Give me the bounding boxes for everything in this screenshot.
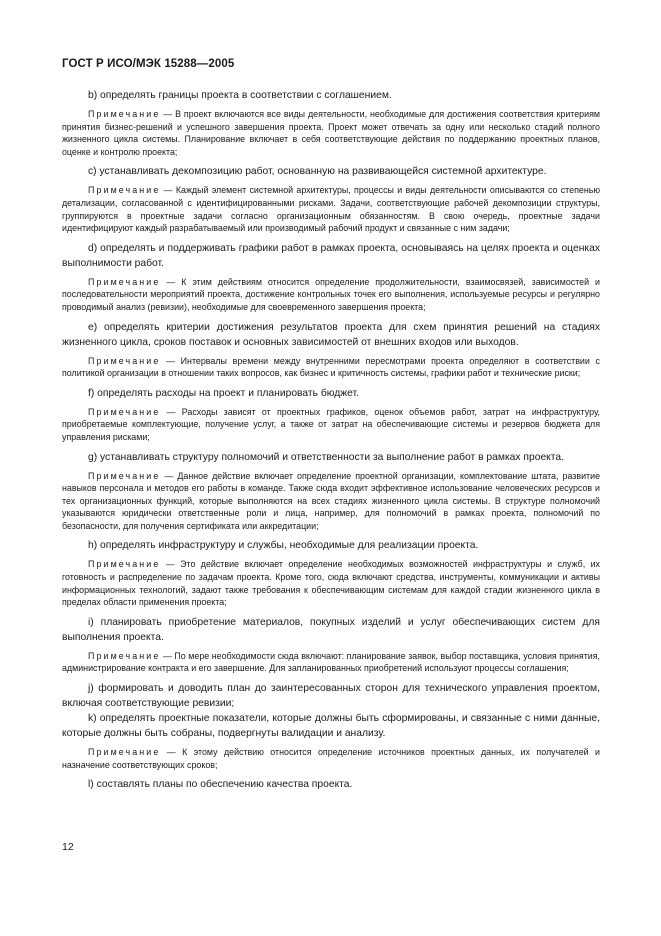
note-k: Примечание — К этому действию относится определение источников проектных данных, их получателей и назначение соответствующих сроков; [62,747,600,770]
note-label: Примечание [88,109,161,119]
note-text: В проект включаются все виды деятельности, необходимые для достижения соответствия критериям принятия бизнес-решений и успешного завершения проекта. Проект может отвечать за одну или несколько стадий полного жизненного цикла системы. Планирование включает в себя соответствующие действия по поддержанию проектных планов, оценке и контролю проекта; [62,109,600,157]
list-item-j: j) формировать и доводить план до заинтересованных сторон для технического управления проектом, включая соответствующие ревизии; [62,683,600,710]
note-label: Примечание [88,470,161,481]
note-b: Примечание — В проект включаются все виды деятельности, необходимые для достижения соответствия критериям принятия бизнес-решений и успешного завершения проекта. Проект может отвечать за одну или несколько стадий полного жизненного цикла системы. Планирование включает в себя соответствующие действия по поддержанию проектных планов, оценке и контролю проекта; [62,109,600,157]
note-e: Примечание — Интервалы времени между внутренними пересмотрами проекта определяют в соответствии с политикой организации в отношении таких вопросов, как бизнес и критичность системы, графики работ и технические риски; [62,355,600,379]
note-text: К этим действиям относится определение продолжительности, взаимосвязей, зависимостей и последовательности мероприятий проекта, достижение контрольных точек его выполнения, используемые ресурсы и регулярно проводимый анализ (ревизии), необходимые для своевременного завершения проекта; [62,276,600,312]
note-label: Примечание [88,406,161,417]
list-item-i: i) планировать приобретение материалов, покупных изделий и услуг обеспечивающих систем для выполнения проекта. [62,616,600,643]
list-item-f: f) определять расходы на проект и планировать бюджет. [88,387,359,399]
note-h: Примечание — Это действие включает определение необходимых возможностей инфраструктуры и служб, их готовность и распределение по задачам проекта. Кроме того, сюда включают средства, инструменты, коммуникации и активы информационных технологий, задают также требования к обеспечивающим системам для каждой стадии жизненного цикла в пределах области применения проекта; [62,559,600,608]
note-label: Примечание [88,355,161,366]
list-item-k: k) определять проектные показатели, которые должны быть сформированы, и связанные с ними данные, которые должны быть собраны, подвергнуты валидации и анализу. [62,713,600,740]
list-item-d: d) определять и поддерживать графики работ в рамках проекта, основываясь на целях проекта и оценках выполнимости работ. [62,242,600,269]
document-body [62,88,600,797]
note-label: Примечание [88,559,161,570]
list-item-b: b) определять границы проекта в соответствии с соглашением. [88,90,392,101]
list-item-g: g) устанавливать структуру полномочий и ответственности за выполнение работ в рамках проекта. [88,451,564,463]
list-item-e: e) определять критерии достижения результатов проекта для схем принятия решений на стадиях жизненного цикла, сроков поставок и основных зависимостей от внешних входов или выходов. [62,321,600,348]
note-i: Примечание — По мере необходимости сюда включают: планирование заявок, выбор поставщика, условия принятия, администрирование контракта и его завершение. Для запланированных приобретений используют процессы соглашения; [62,650,600,674]
list-item-l: l) составлять планы по обеспечению качества проекта. [88,779,353,791]
note-f: Примечание — Расходы зависят от проектных графиков, оценок объемов работ, затрат на инфраструктуру, приобретаемые комплектующие, получение услуг, а также от затрат на обеспечивающие системы и резервов бюджета для управления рисками; [62,406,600,442]
note-g: Примечание — Данное действие включает определение проектной организации, комплектование штата, развитие навыков персонала и методов его работы в команде. Также сюда входит эффективное использование человеческих ресурсов и тех организационных функций, которые выполняются на всех стадиях жизненного цикла системы. В структуре полномочий указываются юридически ответственные роли и лица, например, для полномочий в рамках проекта, полномочий по безопасности, для получения сертификата или аккредитации; [62,470,600,531]
note-text: Каждый элемент системной архитектуры, процессы и виды деятельности описываются со степенью детализации, согласованной с идентифицированными рисками. Задачи, соответствующие рабочей декомпозиции структуры, группируются в проектные задачи согласно организационным обязанностям. В свою очередь, проектные задачи идентифицируют каждый разрабатываемый или производимый рабочий продукт и связанные с ним задачи; [62,185,600,234]
note-label: Примечание [88,185,161,196]
note-text: К этому действию относится определение источников проектных данных, их получателей и назначение соответствующих сроков; [62,747,600,770]
document-header: ГОСТ Р ИСО/МЭК 15288—2005 [62,58,235,70]
note-d: Примечание — К этим действиям относится определение продолжительности, взаимосвязей, зависимостей и последовательности мероприятий проекта, достижение контрольных точек его выполнения, используемые ресурсы и регулярно проводимый анализ (ревизии), необходимые для своевременного завершения проекта; [62,276,600,312]
page-number: 12 [62,841,74,853]
list-item-c: c) устанавливать декомпозицию работ, основанную на развивающейся системной архитектуре. [88,166,547,178]
note-text: Расходы зависят от проектных графиков, оценок объемов работ, затрат на инфраструктуру, приобретаемые комплектующие, получение услуг, а также от затрат на обеспечивающие системы и резервов бюджета для управления рисками; [62,406,600,442]
note-label: Примечание [88,747,161,758]
note-text: Интервалы времени между внутренними пересмотрами проекта определяют в соответствии с политикой организации в отношении таких вопросов, как бизнес и критичность системы, графики работ и технические риски; [62,355,600,379]
list-item-h: h) определять инфраструктуру и службы, необходимые для реализации проекта. [88,540,479,552]
note-c: Примечание — Каждый элемент системной архитектуры, процессы и виды деятельности описываются со степенью детализации, согласованной с идентифицированными рисками. Задачи, соответствующие рабочей декомпозиции структуры, группируются в проектные задачи согласно организационным обязанностям. В свою очередь, проектные задачи идентифицируют каждый разрабатываемый или производимый рабочий продукт и связанные с ним задачи; [62,185,600,234]
note-text: По мере необходимости сюда включают: планирование заявок, выбор поставщика, условия принятия, администрирование контракта и его завершение. Для запланированных приобретений используют процессы соглашения; [62,650,600,674]
note-label: Примечание [88,650,161,661]
note-text: Это действие включает определение необходимых возможностей инфраструктуры и служб, их готовность и распределение по задачам проекта. Кроме того, сюда включают средства, инструменты, коммуникации и активы информационных технологий, задают также требования к обеспечивающим системам для каждой стадии жизненного цикла в пределах области применения проекта; [62,559,600,608]
note-label: Примечание [88,276,161,287]
note-text: Данное действие включает определение проектной организации, комплектование штата, развитие навыков персонала и методов его работы в команде. Также сюда входит эффективное использование человеческих ресурсов и тех организационных функций, которые выполняются на всех стадиях жизненного цикла системы. В структуре полномочий указываются юридически ответственные роли и лица, например, для полномочий в рамках проекта, полномочий по безопасности, для получения сертификата или аккредитации; [62,470,600,531]
